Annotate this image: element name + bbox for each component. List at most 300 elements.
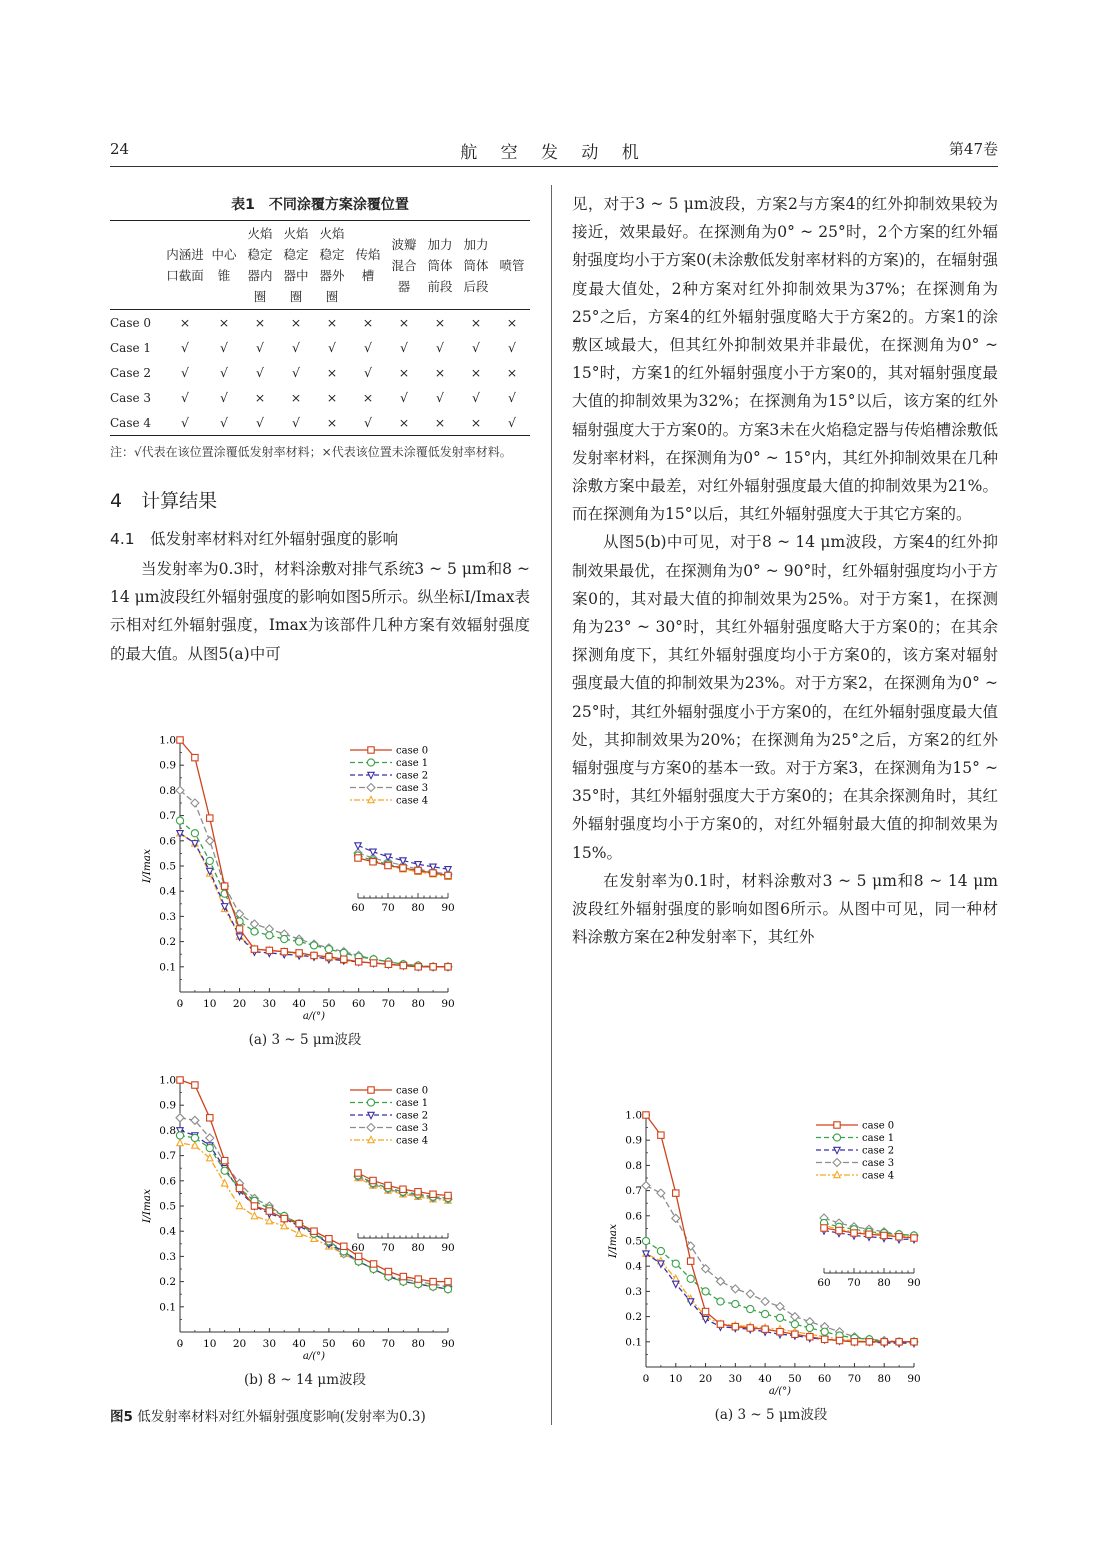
figure-subcaption: (a) 3 ~ 5 μm波段	[248, 1032, 362, 1048]
data-point	[430, 1278, 436, 1284]
data-point	[732, 1300, 739, 1307]
table-cell: √	[278, 410, 314, 436]
y-tick-label: 0.4	[159, 1225, 176, 1238]
table-cell: √	[181, 390, 189, 405]
x-tick-label: 20	[232, 1338, 247, 1350]
coating-table	[110, 220, 530, 436]
data-point	[400, 1273, 406, 1279]
table-cell: √	[472, 340, 480, 355]
data-point	[221, 1167, 228, 1174]
section-heading: 4 计算结果	[110, 490, 218, 512]
legend-label: case 1	[396, 1098, 429, 1109]
data-point	[791, 1321, 798, 1328]
figure-subcaption: (a) 3 ~ 5 μm波段	[714, 1407, 828, 1423]
data-point	[444, 1286, 451, 1293]
row-label: Case 0	[110, 315, 152, 330]
table-cell: ×	[398, 365, 410, 380]
figure-5b	[140, 1068, 470, 1388]
running-header	[110, 138, 998, 167]
inset-tick-label: 70	[381, 1242, 395, 1254]
data-point	[326, 1236, 332, 1242]
legend-marker	[367, 784, 375, 792]
inset-data-point	[385, 1182, 391, 1188]
data-point	[177, 1139, 183, 1145]
legend-label: case 0	[396, 1085, 429, 1097]
x-axis-label: a/(°)	[302, 1011, 326, 1022]
inset-data-point	[430, 870, 436, 876]
row-label: Case 4	[110, 410, 164, 436]
data-point	[281, 935, 288, 942]
y-tick-label: 0.4	[159, 885, 176, 898]
data-point	[762, 1310, 769, 1317]
table-cell: √	[242, 410, 278, 436]
legend-label: case 2	[396, 770, 429, 782]
right-column	[572, 190, 998, 951]
inset-data-point	[821, 1225, 827, 1231]
column-header: 火焰稳定器内圈	[242, 221, 278, 310]
y-tick-label: 0.4	[625, 1260, 642, 1273]
data-point	[762, 1326, 768, 1332]
x-tick-label: 30	[262, 1338, 277, 1350]
y-axis-label: I/Imax	[141, 849, 153, 883]
y-tick-label: 0.3	[625, 1285, 642, 1298]
x-tick-label: 10	[669, 1373, 683, 1385]
table-cell: √	[220, 365, 228, 380]
y-tick-label: 1.0	[159, 1074, 176, 1087]
table-cell: ×	[386, 410, 422, 436]
legend-marker	[367, 1099, 374, 1106]
data-point	[702, 1288, 709, 1295]
inset-tick-label: 90	[907, 1277, 921, 1289]
inset-data-point	[445, 872, 451, 878]
table-cell: √	[400, 340, 408, 355]
table-cell: √	[350, 410, 386, 436]
column-header: 中心锥	[206, 221, 242, 310]
x-tick-label: 80	[877, 1373, 891, 1385]
legend-label: case 4	[396, 795, 429, 807]
y-tick-label: 0.7	[625, 1185, 642, 1198]
data-point	[311, 1228, 317, 1234]
inset-data-point	[370, 859, 376, 865]
table-row	[110, 360, 530, 385]
column-header: 波瓣混合器	[386, 221, 422, 310]
data-point	[776, 1314, 783, 1321]
y-tick-label: 0.1	[625, 1336, 642, 1349]
inset-data-point	[881, 1232, 887, 1238]
table-cell: √	[220, 340, 228, 355]
column-header: 传焰槽	[350, 221, 386, 310]
data-point	[192, 754, 198, 760]
column-header: 内涵进口截面	[164, 221, 206, 310]
data-point	[206, 857, 213, 864]
x-tick-label: 70	[847, 1373, 862, 1385]
data-point	[836, 1337, 842, 1343]
column-header	[110, 221, 164, 310]
data-point	[732, 1323, 738, 1329]
x-tick-label: 30	[262, 998, 277, 1010]
table-row	[110, 410, 530, 436]
x-tick-label: 70	[381, 998, 396, 1010]
table-cell: ×	[290, 390, 302, 405]
y-axis-label: I/Imax	[607, 1224, 619, 1258]
x-tick-label: 20	[698, 1373, 713, 1385]
x-tick-label: 90	[441, 1338, 455, 1350]
column-header: 喷管	[494, 221, 530, 310]
table-cell: √	[256, 340, 264, 355]
table-cell: ×	[362, 315, 374, 330]
inset-data-point	[851, 1230, 857, 1236]
data-point	[310, 942, 317, 949]
x-tick-label: 40	[758, 1373, 772, 1385]
data-point	[266, 932, 273, 939]
data-point	[445, 1278, 451, 1284]
legend-marker	[833, 1159, 841, 1167]
inset-tick-label: 90	[441, 902, 455, 914]
page-number: 24	[110, 140, 130, 158]
y-tick-label: 0.6	[159, 835, 176, 848]
table-cell: √	[292, 365, 300, 380]
data-point	[807, 1334, 813, 1340]
data-point	[657, 1247, 664, 1254]
y-tick-label: 0.2	[159, 1276, 176, 1289]
data-point	[672, 1260, 679, 1267]
table-cell: ×	[314, 410, 350, 436]
table-body	[110, 310, 530, 436]
data-point	[221, 1157, 227, 1163]
data-point	[326, 954, 332, 960]
y-tick-label: 0.8	[159, 784, 176, 797]
inset-data-point	[896, 1234, 902, 1240]
table-cell: ×	[179, 315, 191, 330]
table-cell: √	[364, 340, 372, 355]
y-tick-label: 0.6	[625, 1210, 642, 1223]
y-tick-label: 0.6	[159, 1175, 176, 1188]
x-tick-label: 50	[322, 998, 336, 1010]
data-point	[251, 946, 257, 952]
data-point	[251, 1203, 257, 1209]
table-cell: √	[436, 340, 444, 355]
legend-marker	[368, 747, 374, 753]
data-point	[341, 1243, 347, 1249]
data-point	[415, 964, 421, 970]
legend-marker	[368, 1087, 374, 1093]
data-point	[400, 962, 406, 968]
data-point	[236, 926, 242, 932]
y-tick-label: 0.9	[159, 1099, 176, 1112]
table-cell: √	[508, 340, 516, 355]
series-1	[176, 1132, 451, 1293]
data-point	[806, 1324, 813, 1331]
data-point	[385, 1268, 391, 1274]
data-point	[881, 1339, 887, 1345]
chart-5a	[140, 728, 470, 1028]
data-point	[325, 946, 332, 953]
y-tick-label: 0.7	[159, 1150, 176, 1163]
data-point	[777, 1329, 783, 1335]
x-tick-label: 50	[788, 1373, 802, 1385]
x-tick-label: 40	[292, 998, 306, 1010]
inset-tick-label: 70	[381, 902, 395, 914]
inset-data-point	[836, 1227, 842, 1233]
x-tick-label: 60	[351, 1338, 366, 1350]
legend-label: case 0	[862, 1120, 895, 1132]
table-cell: ×	[506, 365, 518, 380]
legend-label: case 4	[396, 1135, 429, 1147]
data-point	[266, 947, 272, 953]
legend-label: case 3	[862, 1158, 895, 1169]
data-point	[911, 1339, 917, 1345]
column-header: 火焰稳定器外圈	[314, 221, 350, 310]
data-point	[445, 964, 451, 970]
table-cell: ×	[362, 390, 374, 405]
table-cell: ×	[434, 315, 446, 330]
column-header: 火焰稳定器中圈	[278, 221, 314, 310]
data-point	[672, 1214, 680, 1222]
y-tick-label: 0.5	[625, 1235, 642, 1248]
data-point	[355, 1253, 361, 1259]
table-cell: ×	[254, 315, 266, 330]
data-point	[296, 950, 302, 956]
data-point	[747, 1305, 754, 1312]
table-cell: ×	[290, 315, 302, 330]
x-axis-label: a/(°)	[768, 1386, 792, 1397]
data-point	[355, 959, 361, 965]
data-point	[370, 1261, 376, 1267]
y-tick-label: 0.3	[159, 910, 176, 923]
x-tick-label: 20	[232, 998, 247, 1010]
data-point	[851, 1339, 857, 1345]
inset-tick-label: 80	[877, 1277, 891, 1289]
x-tick-label: 90	[907, 1373, 921, 1385]
figure-caption-text: 低发射率材料对红外辐射强度影响(发射率为0.3)	[137, 1409, 426, 1425]
data-point	[385, 961, 391, 967]
y-tick-label: 0.9	[625, 1134, 642, 1147]
body-paragraph: 从图5(b)中可见，对于8 ~ 14 μm波段，方案4的红外抑制效果最优，在探测角为0° ~ 90°时，红外辐射强度均小于方案0的，其对最大值的抑制效果为25%。对于方案1，在探测角为23° ~ 30°时，其红外辐射强度略大于方案0的；在其余探测角度下，其红外辐射强度均小于方案0的，该方案对辐射强度最大值的抑制效果为23%。对于方案2，在探测角为0° ~ 25°时，其红外辐射强度小于方案0的，在红外辐射强度最大值处，其抑制效果为20%；在探测角为25°之后，方案2的红外辐射强度与方案0的基本一致。对于方案3，在探测角为15° ~ 35°时，其红外辐射强度大于方案0的；在其余探测角时，其红外辐射强度均小于方案0的，对红外辐射最大值的抑制效果为15%。	[572, 533, 998, 862]
data-point	[251, 1212, 257, 1218]
inset-data-point	[415, 867, 421, 873]
data-point	[747, 1325, 753, 1331]
data-point	[251, 928, 258, 935]
table-cell: ×	[326, 390, 338, 405]
table-cell: √	[494, 410, 530, 436]
data-point	[221, 883, 227, 889]
inset-data-point	[355, 855, 361, 861]
data-point	[341, 956, 347, 962]
series-4	[177, 1139, 451, 1292]
x-tick-label: 0	[176, 998, 184, 1010]
y-tick-label: 0.7	[159, 810, 176, 823]
data-point	[702, 1308, 708, 1314]
inset-data-point	[400, 1186, 406, 1192]
table-cell: ×	[422, 410, 458, 436]
y-tick-label: 0.1	[159, 961, 176, 974]
data-point	[658, 1132, 664, 1138]
x-tick-label: 50	[322, 1338, 336, 1350]
table-cell: ×	[470, 315, 482, 330]
data-point	[191, 830, 198, 837]
data-point	[207, 1115, 213, 1121]
table-cell: ×	[326, 315, 338, 330]
data-point	[642, 1237, 649, 1244]
data-point	[370, 960, 376, 966]
y-axis-label: I/Imax	[141, 1189, 153, 1223]
table-cell: √	[436, 390, 444, 405]
y-tick-label: 0.8	[625, 1159, 642, 1172]
y-tick-label: 1.0	[625, 1109, 642, 1122]
data-point	[177, 1077, 183, 1083]
chart-6a	[606, 1103, 936, 1403]
data-point	[281, 1215, 287, 1221]
data-point	[296, 1220, 302, 1226]
table-cell: √	[472, 390, 480, 405]
data-point	[821, 1336, 827, 1342]
table-cell: √	[220, 390, 228, 405]
x-tick-label: 30	[728, 1373, 743, 1385]
data-point	[687, 1275, 694, 1282]
data-point	[177, 737, 183, 743]
x-tick-label: 10	[203, 998, 217, 1010]
data-point	[236, 1202, 242, 1208]
data-point	[340, 949, 347, 956]
inset-data-point	[355, 1170, 361, 1176]
data-point	[236, 1185, 242, 1191]
x-tick-label: 80	[411, 1338, 425, 1350]
table-cell: ×	[254, 390, 266, 405]
x-tick-label: 80	[411, 998, 425, 1010]
y-tick-label: 0.2	[159, 936, 176, 949]
table-cell: √	[206, 410, 242, 436]
data-point	[266, 1208, 272, 1214]
y-tick-label: 0.1	[159, 1301, 176, 1314]
data-point	[430, 964, 436, 970]
legend-label: case 4	[862, 1170, 895, 1182]
data-point	[206, 837, 214, 845]
table-row	[110, 310, 530, 336]
inset-data-point	[400, 865, 406, 871]
x-tick-label: 90	[441, 998, 455, 1010]
data-point	[792, 1331, 798, 1337]
table-cell: ×	[470, 365, 482, 380]
inset-tick-label: 80	[411, 902, 425, 914]
data-point	[717, 1321, 723, 1327]
table-row	[110, 335, 530, 360]
table-cell: ×	[398, 315, 410, 330]
y-tick-label: 1.0	[159, 734, 176, 747]
figure-subcaption: (b) 8 ~ 14 μm波段	[244, 1372, 366, 1388]
legend-label: case 2	[862, 1145, 895, 1157]
x-tick-label: 10	[203, 1338, 217, 1350]
series-line	[180, 1130, 448, 1289]
inset-tick-label: 90	[441, 1242, 455, 1254]
data-point	[191, 799, 199, 807]
data-point	[207, 815, 213, 821]
table-cell: ×	[458, 410, 494, 436]
x-tick-label: 60	[817, 1373, 832, 1385]
data-point	[176, 1132, 183, 1139]
data-point	[176, 817, 183, 824]
body-paragraph: 在发射率为0.1时，材料涂敷对3 ~ 5 μm和8 ~ 14 μm波段红外辐射强度的影响如图6所示。从图中可见，同一种材料涂敷方案在2种发射率下，其红外	[572, 871, 998, 947]
data-point	[776, 1303, 784, 1311]
body-paragraph: 当发射率为0.3时，材料涂敷对排气系统3 ~ 5 μm和8 ~ 14 μm波段红外辐射强度的影响如图5所示。纵坐标I/Imax表示相对红外辐射强度，Imax为该部件几种方案有效辐射强度的最大值。从图5(a)中可	[110, 560, 530, 663]
inset-data-point	[385, 862, 391, 868]
data-point	[761, 1297, 769, 1305]
left-column	[110, 190, 530, 668]
table-caption: 表1 不同涂覆方案涂覆位置	[231, 197, 409, 213]
inset-data-point	[911, 1235, 917, 1241]
legend-label: case 3	[396, 783, 429, 794]
x-tick-label: 60	[351, 998, 366, 1010]
data-point	[731, 1285, 739, 1293]
row-label: Case 1	[110, 340, 152, 355]
data-point	[176, 1114, 184, 1122]
data-point	[192, 1082, 198, 1088]
inset-data-point	[445, 1192, 451, 1198]
y-tick-label: 0.2	[625, 1311, 642, 1324]
data-point	[206, 1134, 214, 1142]
volume-label: 第47卷	[948, 140, 998, 158]
y-tick-label: 0.5	[159, 1200, 176, 1213]
inset-tick-label: 60	[351, 1242, 365, 1254]
table-cell: √	[181, 340, 189, 355]
x-axis-label: a/(°)	[302, 1351, 326, 1362]
data-point	[415, 1276, 421, 1282]
series-line	[180, 1135, 448, 1289]
data-point	[673, 1281, 679, 1287]
legend-label: case 1	[862, 1133, 895, 1144]
data-point	[687, 1258, 693, 1264]
chart-5b	[140, 1068, 470, 1368]
inset-data-point	[866, 1231, 872, 1237]
figure-5a	[140, 728, 470, 1048]
data-point	[896, 1339, 902, 1345]
figure-5-caption	[110, 1405, 540, 1425]
inset-data-point	[430, 1191, 436, 1197]
table-cell: √	[508, 390, 516, 405]
y-tick-label: 0.3	[159, 1250, 176, 1263]
data-point	[657, 1189, 665, 1197]
data-point	[311, 952, 317, 958]
x-tick-label: 0	[642, 1373, 650, 1385]
data-point	[866, 1339, 872, 1345]
subsection-heading: 4.1 低发射率材料对红外辐射强度的影响	[110, 530, 399, 548]
table-note: 注：√代表在该位置涂覆低发射率材料；×代表该位置未涂覆低发射率材料。	[110, 445, 512, 459]
inset-tick-label: 70	[847, 1277, 861, 1289]
data-point	[643, 1112, 649, 1118]
table-cell: ×	[434, 365, 446, 380]
column-header: 加力筒体后段	[458, 221, 494, 310]
legend-label: case 3	[396, 1123, 429, 1134]
data-point	[821, 1328, 828, 1335]
y-tick-label: 0.5	[159, 860, 176, 873]
data-point	[206, 1144, 213, 1151]
table-row	[110, 385, 530, 410]
table-cell: √	[292, 340, 300, 355]
legend-label: case 2	[396, 1110, 429, 1122]
data-point	[250, 920, 258, 928]
table-cell: ×	[506, 315, 518, 330]
inset-data-point	[370, 1177, 376, 1183]
column-header: 加力筒体前段	[422, 221, 458, 310]
data-point	[281, 948, 287, 954]
column-divider	[551, 185, 552, 1425]
y-tick-label: 0.8	[159, 1124, 176, 1137]
body-paragraph: 见，对于3 ~ 5 μm波段，方案2与方案4的红外抑制效果较为接近，效果最好。在探测角为0° ~ 25°时，2个方案的红外辐射强度均小于方案0(未涂敷低发射率材料的方案)的，在辐射强度最大值处，2种方案对红外抑制效果为37%；在探测角为25°之后，方案4的红外辐射强度略大于方案2的。方案1的涂敷区域最大，但其红外抑制效果并非最优，在探测角为0° ~ 15°时，方案1的红外辐射强度小于方案0的，其对辐射强度最大值的抑制效果为32%；在探测角为15°以后，该方案的红外辐射强度大于方案0的。方案3未在火焰稳定器与传焰槽涂敷低发射率材料，在探测角为0° ~ 15°内，其红外抑制效果在几种涂敷方案中最差，对红外辐射强度最大值的抑制效果为21%。而在探测角为15°以后，其红外辐射强度大于其它方案的。	[572, 195, 998, 524]
data-point	[673, 1190, 679, 1196]
x-tick-label: 70	[381, 1338, 396, 1350]
legend-label: case 0	[396, 745, 429, 757]
table-cell: √	[256, 365, 264, 380]
table-cell: √	[400, 390, 408, 405]
